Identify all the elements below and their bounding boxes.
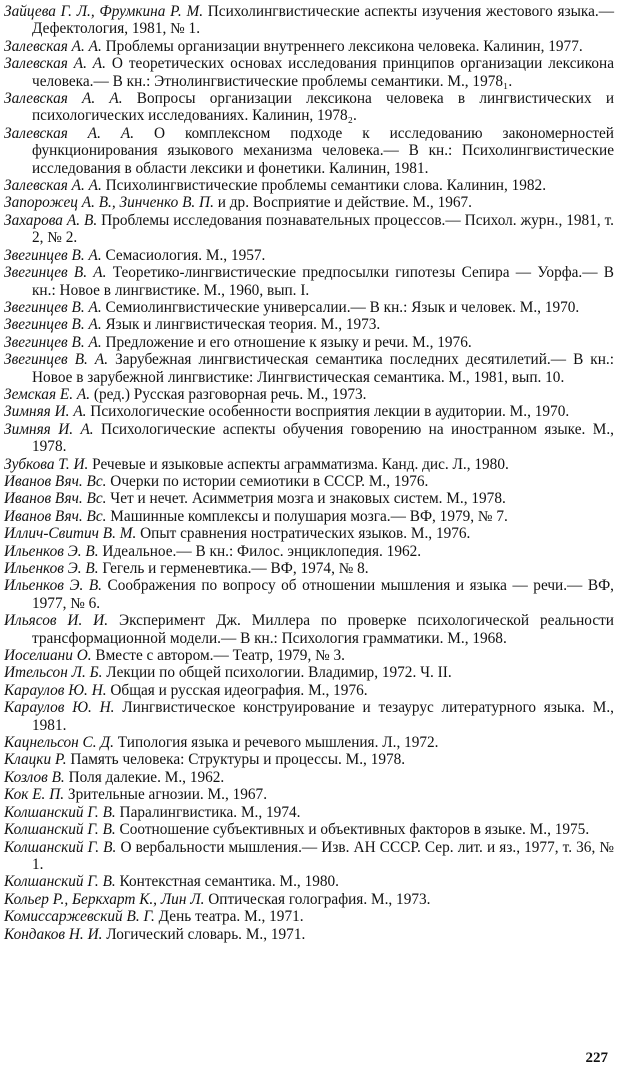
- entry-text: Язык и лингвистическая теория. М., 1973.: [101, 316, 381, 334]
- bibliography-entry: [4, 699, 614, 734]
- entry-text: Психолингвистические аспекты изучения жестового языка.— Дефектология, 1981, № 1.: [32, 3, 615, 38]
- bibliography-entry: [4, 508, 614, 525]
- entry-author: Зайцева Г. Л., Фрумкина Р. М.: [4, 3, 204, 20]
- entry-text: Лингвистическое конструирование и тезаурус литературного языка. М., 1981.: [32, 699, 615, 734]
- bibliography-entry: [4, 38, 614, 55]
- entry-text: О комплексном подходе к исследованию закономерностей функционирования языкового механизма человека.— В кн.: Психолингвистические исследования в области лексики и фонетики. Калинин, 1981.: [32, 124, 614, 177]
- entry-text: Вместе с автором.— Театр, 1979, № 3.: [91, 647, 346, 665]
- entry-text: (ред.) Русская разговорная речь. М., 1973.: [90, 385, 367, 403]
- bibliography-entry: [4, 247, 614, 264]
- entry-author: Зимняя И. А.: [4, 420, 94, 438]
- bibliography-entry: [4, 351, 614, 386]
- entry-text: Теоретико-лингвистические предпосылки гипотезы Сепира — Уорфа.— В кн.: Новое в лингвистике. М., 1960, вып. I.: [32, 264, 614, 299]
- entry-author: Ительсон Л. Б.: [4, 664, 103, 682]
- bibliography-entry: [4, 647, 614, 664]
- entry-author: Ильенков Э. В.: [4, 577, 103, 595]
- bibliography-entry: [4, 786, 614, 803]
- entry-author: Ильенков Э. В.: [4, 542, 99, 560]
- entry-text: Чет и нечет. Асимметрия мозга и знаковых систем. М., 1978.: [106, 490, 506, 508]
- bibliography-entry: [4, 90, 614, 125]
- entry-text: Вопросы организации лексикона человека в лингвистических и психологических исследованиях. Калинин, 1978₂.: [32, 90, 614, 125]
- entry-author: Колшанский Г. В.: [4, 838, 117, 856]
- entry-author: Колшанский Г. В.: [4, 873, 116, 891]
- entry-text: Опыт сравнения ностратических языков. М., 1976.: [136, 525, 471, 543]
- bibliography-entry: [4, 560, 614, 577]
- entry-text: Психолингвистические проблемы семантики слова. Калинин, 1982.: [101, 177, 547, 195]
- bibliography-entry: [4, 873, 614, 890]
- entry-author: Иванов Вяч. Вс.: [4, 507, 107, 525]
- entry-text: Предложение и его отношение к языку и речи. М., 1976.: [101, 333, 472, 351]
- bibliography-entry: [4, 839, 614, 874]
- entry-text: О вербальности мышления.— Изв. АН СССР. Сер. лит. и яз., 1977, т. 36, № 1.: [32, 838, 614, 873]
- bibliography-entry: [4, 177, 614, 194]
- entry-text: Проблемы исследования познавательных процессов.— Психол. журн., 1981, т. 2, № 2.: [32, 211, 614, 247]
- entry-author: Залевская А. А.: [4, 37, 102, 55]
- bibliography-entry: [4, 473, 614, 490]
- entry-author: Иоселиани О.: [4, 647, 92, 665]
- entry-author: Звегинцев В. А.: [4, 351, 109, 369]
- entry-author: Кок Е. П.: [4, 786, 65, 804]
- entry-author: Залевская А. А.: [4, 177, 102, 195]
- bibliography-entry: [4, 490, 614, 507]
- page-number: 227: [585, 1050, 608, 1066]
- bibliography-entry: [4, 543, 614, 560]
- entry-author: Зубкова Т. И.: [4, 455, 89, 473]
- entry-author: Иванов Вяч. Вс.: [4, 490, 107, 508]
- bibliography-entry: [4, 264, 614, 299]
- entry-author: Иллич-Свитич В. М.: [4, 525, 137, 543]
- entry-text: Психологические аспекты обучения говорению на иностранном языке. М., 1978.: [32, 420, 614, 456]
- bibliography-entry: [4, 125, 614, 177]
- entry-text: Контекстная семантика. М., 1980.: [115, 873, 339, 891]
- entry-text: Зрительные агнозии. М., 1967.: [64, 786, 268, 804]
- entry-author: Залевская А. А.: [4, 55, 106, 73]
- entry-text: Проблемы организации внутреннего лексикона человека. Калинин, 1977.: [101, 37, 583, 55]
- entry-text: Зарубежная лингвистическая семантика последних десятилетий.— В кн.: Новое в зарубежной лингвистике: Лингвистическая семантика. М., 1981, вып. 10.: [32, 351, 614, 386]
- bibliography-entry: [4, 212, 614, 247]
- bibliography-entry: [4, 577, 614, 612]
- bibliography-entry: [4, 769, 614, 786]
- entry-text: День театра. М., 1971.: [154, 908, 304, 926]
- entry-text: и др. Восприятие и действие. М., 1967.: [213, 194, 472, 212]
- entry-text: Лекции по общей психологии. Владимир, 1972. Ч. II.: [102, 664, 452, 682]
- bibliography-entry: [4, 386, 614, 403]
- bibliography-entry: [4, 804, 614, 821]
- bibliography-entry: [4, 403, 614, 420]
- entry-author: Колшанский Г. В.: [4, 821, 116, 839]
- entry-author: Залевская А. А.: [4, 124, 135, 142]
- entry-author: Колшанский Г. В.: [4, 803, 116, 821]
- entry-author: Караулов Ю. Н.: [4, 681, 107, 699]
- bibliography-entry: [4, 891, 614, 908]
- entry-text: Гегель и герменевтика.— ВФ, 1974, № 8.: [98, 560, 369, 577]
- entry-author: Земская Е. А.: [4, 385, 91, 403]
- entry-text: Семиолингвистические универсалии.— В кн.: Язык и человек. М., 1970.: [101, 298, 580, 316]
- bibliography-entry: [4, 682, 614, 699]
- entry-author: Запорожец А. В., Зинченко В. П.: [4, 194, 214, 212]
- entry-author: Кондаков Н. И.: [4, 925, 103, 943]
- entry-text: Типология языка и речевого мышления. Л., 1972.: [113, 734, 439, 752]
- entry-author: Ильенков Э. В.: [4, 560, 99, 577]
- entry-author: Захарова А. В.: [4, 211, 98, 229]
- entry-author: Звегинцев В. А.: [4, 298, 102, 316]
- entry-text: Соотношение субъективных и объективных факторов в языке. М., 1975.: [115, 821, 590, 839]
- entry-text: Очерки по истории семиотики в СССР. М., 1976.: [106, 472, 429, 490]
- bibliography-entry: [4, 194, 614, 211]
- bibliography-entry: [4, 299, 614, 316]
- bibliography-list: [4, 3, 614, 943]
- entry-text: Память человека: Структуры и процессы. М., 1978.: [66, 751, 406, 769]
- entry-text: Идеальное.— В кн.: Филос. энциклопедия. 1962.: [98, 542, 422, 560]
- bibliography-entry: [4, 525, 614, 542]
- entry-author: Кольер Р., Беркхарт К., Лин Л.: [4, 890, 205, 908]
- entry-text: Эксперимент Дж. Миллера по проверке психологической реальности трансформационной модели.— В кн.: Психология грамматики. М., 1968.: [32, 612, 614, 647]
- entry-text: О теоретических основах исследования принципов организации лексикона человека.— В кн.: Этнолингвистические проблемы семантики. М., 1978₁.: [32, 55, 614, 90]
- bibliography-entry: [4, 734, 614, 751]
- entry-text: Общая и русская идеография. М., 1976.: [106, 681, 368, 699]
- entry-author: Кацнельсон С. Д.: [4, 734, 114, 752]
- bibliography-entry: [4, 664, 614, 681]
- entry-author: Иванов Вяч. Вс.: [4, 472, 107, 490]
- bibliography-entry: [4, 612, 614, 647]
- entry-author: Звегинцев В. А.: [4, 246, 102, 264]
- entry-text: Семасиология. М., 1957.: [101, 246, 266, 264]
- entry-author: Караулов Ю. Н.: [4, 699, 115, 717]
- bibliography-entry: [4, 908, 614, 925]
- entry-text: Оптическая голография. М., 1973.: [204, 890, 431, 908]
- bibliography-entry: [4, 316, 614, 333]
- entry-author: Зимняя И. А.: [4, 403, 87, 421]
- bibliography-entry: [4, 3, 614, 38]
- bibliography-entry: [4, 821, 614, 838]
- bibliography-entry: [4, 751, 614, 768]
- entry-author: Залевская А. А.: [4, 90, 123, 108]
- entry-author: Клацки Р.: [4, 751, 67, 769]
- entry-author: Звегинцев В. А.: [4, 316, 102, 334]
- entry-text: Логический словарь. М., 1971.: [102, 925, 306, 943]
- bibliography-entry: [4, 456, 614, 473]
- bibliography-entry: [4, 421, 614, 456]
- entry-text: Психологические особенности восприятия лекции в аудитории. М., 1970.: [86, 403, 570, 421]
- entry-text: Поля далекие. М., 1962.: [64, 768, 225, 786]
- bibliography-entry: [4, 334, 614, 351]
- entry-author: Ильясов И. И.: [4, 612, 109, 630]
- entry-author: Звегинцев В. А.: [4, 264, 107, 282]
- entry-text: Соображения по вопросу об отношении мышления и языка — речи.— ВФ, 1977, № 6.: [32, 577, 615, 612]
- entry-author: Козлов В.: [4, 768, 65, 786]
- entry-author: Комиссаржевский В. Г.: [4, 908, 155, 926]
- entry-text: Паралингвистика. М., 1974.: [115, 803, 301, 821]
- entry-author: Звегинцев В. А.: [4, 333, 102, 351]
- entry-text: Речевые и языковые аспекты аграмматизма. Канд. дис. Л., 1980.: [88, 455, 509, 473]
- entry-text: Машинные комплексы и полушария мозга.— ВФ, 1979, № 7.: [106, 507, 508, 525]
- bibliography-entry: [4, 926, 614, 943]
- bibliography-entry: [4, 55, 614, 90]
